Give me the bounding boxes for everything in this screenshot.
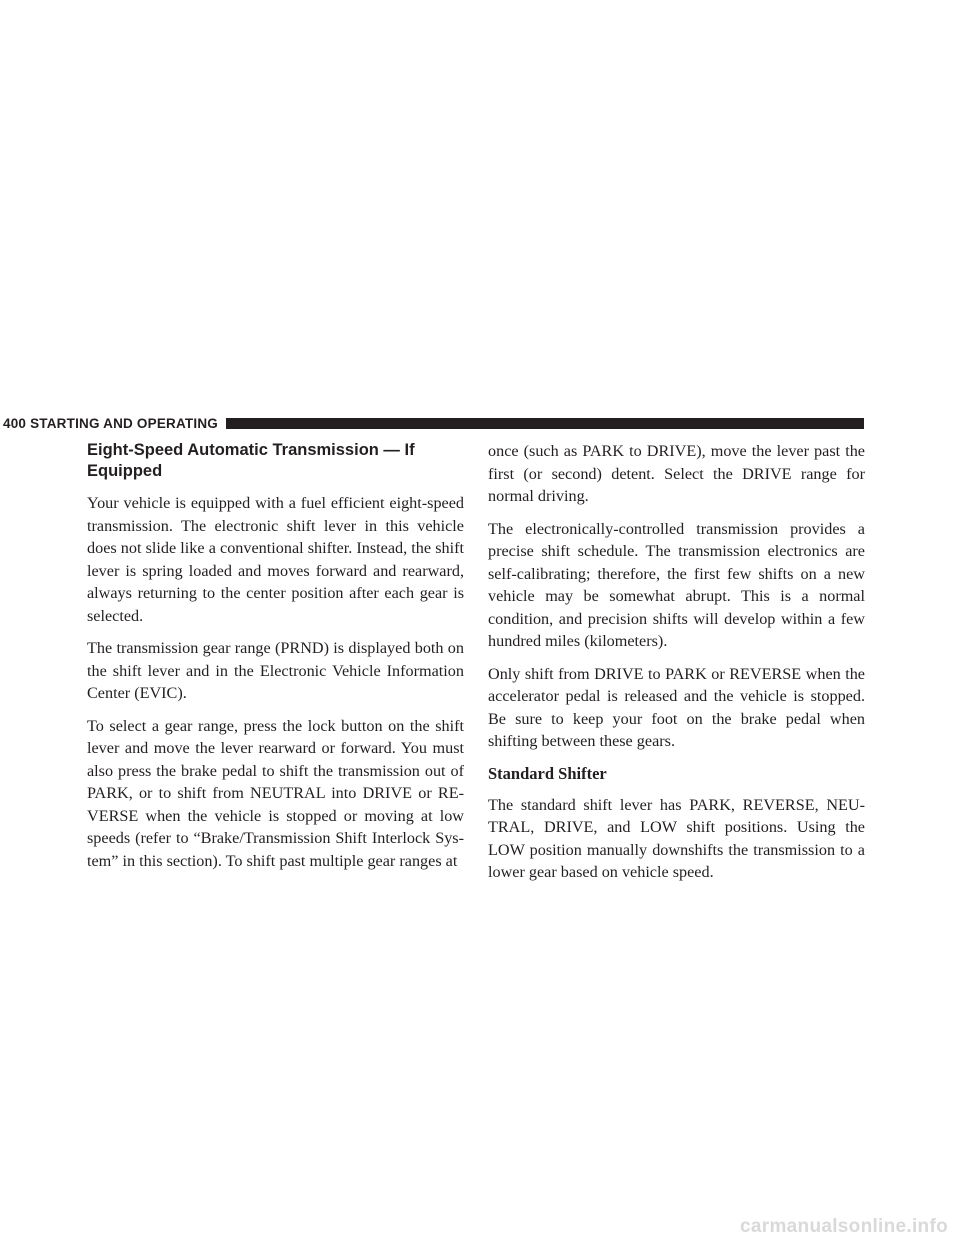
paragraph: Only shift from DRIVE to PARK or REVERSE when the accelerator pedal is released and the vehicle is stopped. Be sure to keep your foot on the brake pedal when shifting between these gears.	[488, 664, 865, 750]
paragraph: The electronically-controlled transmission provides a precise shift schedule. The transmission electronics are self-calibrating; therefore, the first few shifts on a new vehicle may be somewhat abrupt. This is a normal condition, and precision shifts will develop within a few hundred miles (kilometers).	[488, 519, 865, 650]
site-watermark: carmanualsonline.info	[740, 1216, 948, 1237]
header-rule	[226, 418, 864, 429]
page-header	[0, 414, 864, 432]
subsection-title: Standard Shifter	[488, 763, 607, 783]
paragraph: To select a gear range, press the lock button on the shift lever and move the lever rearward or forward. You must also press the brake pedal to shift the transmission out of PARK, or to shift from NEUTRAL into DRIVE or REVERSE when the vehicle is stopped or moving at low speeds (refer to “Brake/Transmission Shift Interlock System” in this section). To shift past multiple gear ranges at	[87, 716, 464, 870]
paragraph: once (such as PARK to DRIVE), move the lever past the first (or second) detent. Select the DRIVE range for normal driving.	[488, 442, 865, 505]
paragraph: The standard shift lever has PARK, REVERSE, NEUTRAL, DRIVE, and LOW shift positions. Using the LOW position manually downshifts the transmission to a lower gear based on vehicle speed.	[488, 795, 865, 881]
right-column	[488, 440, 865, 894]
section-title: Eight-Speed Automatic Transmission — If Equipped	[87, 441, 415, 480]
left-column	[87, 440, 464, 882]
page-header-label: 400 STARTING AND OPERATING	[3, 415, 218, 431]
paragraph: The transmission gear range (PRND) is displayed both on the shift lever and in the Electronic Vehicle Information Center (EVIC).	[87, 639, 464, 702]
paragraph: Your vehicle is equipped with a fuel efficient eight-speed transmission. The electronic shift lever in this vehicle does not slide like a conventional shifter. Instead, the shift lever is spring loaded and moves forward and rearward, always returning to the center position after each gear is selected.	[87, 494, 464, 625]
